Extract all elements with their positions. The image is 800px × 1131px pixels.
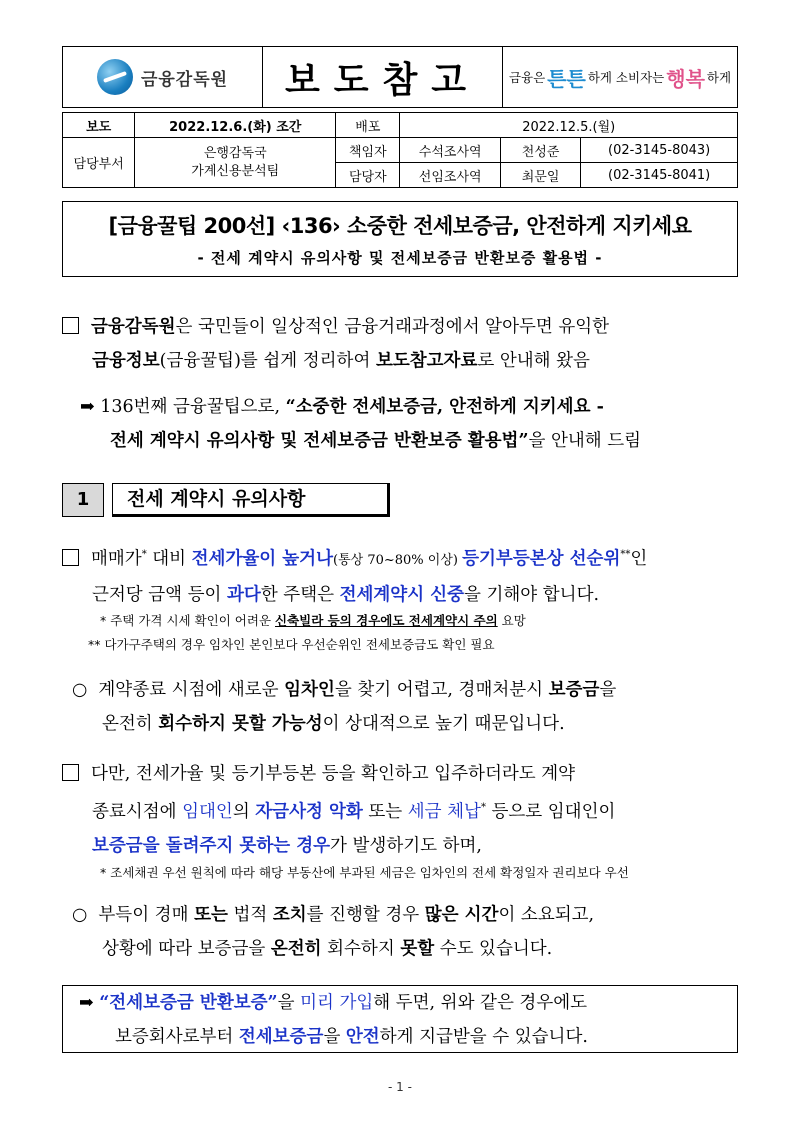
text: 의 xyxy=(232,801,256,822)
footnote-mark: ** xyxy=(620,549,631,560)
highlight-text: 안전 xyxy=(345,1027,380,1047)
summary-paragraph xyxy=(79,986,739,1054)
bold-text: 또는 xyxy=(194,905,228,925)
dept-value xyxy=(135,138,336,188)
embargo-label: 보도 xyxy=(63,113,135,138)
text: 을 찾기 어렵고, 경매처분시 xyxy=(334,680,549,700)
release-info-table xyxy=(62,112,738,188)
summary-box xyxy=(62,985,738,1053)
checkbox-bullet-icon xyxy=(62,317,79,334)
headline: [금융꿀팁 200선] ‹136› 소중한 전세보증금, 안전하게 지키세요 xyxy=(108,214,692,238)
section-title: 전세 계약시 유의사항 xyxy=(112,483,390,517)
text: 한 주택은 xyxy=(260,584,340,605)
bold-text: 회수하지 못할 가능성 xyxy=(158,714,323,734)
text: (통상 70~80% 이상) xyxy=(333,552,463,568)
footnote-1 xyxy=(100,610,750,632)
text: 을 xyxy=(323,1027,346,1047)
intro-text: (금융꿀팁)를 쉽게 정리하여 xyxy=(159,351,376,371)
bold-text: 보증금 xyxy=(548,680,600,700)
contact-phone: (02-3145-8043) xyxy=(581,138,738,163)
intro-bold: 금융감독원 xyxy=(91,317,176,337)
text: 이 소요되고, xyxy=(498,905,595,925)
footnote-2: ** 다가구주택의 경우 임차인 본인보다 우선순위인 전세보증금도 확인 필요 xyxy=(88,637,495,652)
slogan-mid: 하게 소비자는 xyxy=(587,70,665,85)
highlight-text: 과다 xyxy=(227,584,261,605)
dept-line2: 가계신용분석팀 xyxy=(191,163,280,179)
distribution-value: 2022.12.5.(월) xyxy=(400,113,738,138)
slogan-pre: 금융은 xyxy=(508,70,546,85)
highlight-text: 자금사정 악화 xyxy=(255,801,363,822)
intro-text: 은 국민들이 일상적인 금융거래과정에서 알아두면 유익한 xyxy=(175,317,610,337)
highlight-text: 세금 체납 xyxy=(407,801,481,822)
text: 근저당 금액 등이 xyxy=(92,584,228,605)
contact-phone: (02-3145-8041) xyxy=(581,163,738,188)
arrow-icon: ➡ xyxy=(79,993,100,1013)
arrow-text: 을 안내해 드림 xyxy=(528,431,642,451)
highlight-text: “전세보증금 반환보증” xyxy=(99,993,278,1013)
subheadline: - 전세 계약시 유의사항 및 전세보증금 반환보증 활용법 - xyxy=(197,249,603,267)
arrow-icon: ➡ xyxy=(80,397,101,417)
intro-text: 로 안내해 왔음 xyxy=(477,351,590,371)
title-cell xyxy=(263,47,503,107)
circle-bullet-icon: ○ xyxy=(72,905,99,925)
note-bold: 신축빌라 등의 경우에도 전세계약시 주의 xyxy=(275,613,498,628)
circle1-paragraph xyxy=(72,673,752,741)
page-number: - 1 - xyxy=(388,1080,412,1094)
text: 법적 xyxy=(227,905,273,925)
text: 등으로 임대인이 xyxy=(485,801,616,822)
section-number: 1 xyxy=(62,483,104,517)
block2-paragraph xyxy=(62,757,752,863)
highlight-text: 임대인 xyxy=(182,801,233,822)
text: 가 발생하기도 하며, xyxy=(330,835,482,856)
bold-text: 임차인 xyxy=(284,680,335,700)
text: 이 상대적으로 높기 때문입니다. xyxy=(322,714,565,734)
text: 대비 xyxy=(146,548,192,569)
dept-label: 담당부서 xyxy=(63,138,135,188)
contact-role: 책임자 xyxy=(336,138,400,163)
checkbox-bullet-icon xyxy=(62,549,79,566)
arrow-bold: “소중한 전세보증금, 안전하게 지키세요 - xyxy=(285,397,604,417)
slogan xyxy=(503,47,737,107)
text: 종료시점에 xyxy=(92,801,183,822)
text: 해 두면, 위와 같은 경우에도 xyxy=(373,993,588,1013)
footnote-3: * 조세채권 우선 원칙에 따라 해당 부동산에 부과된 세금은 임차인의 전세 확정일자 권리보다 우선 xyxy=(100,865,629,880)
text: 매매가 xyxy=(91,548,142,569)
arrow-bold: 전세 계약시 유의사항 및 전세보증금 반환보증 활용법” xyxy=(110,431,529,451)
contact-title: 수석조사역 xyxy=(400,138,500,163)
highlight-text: 전세계약시 신중 xyxy=(339,584,465,605)
text: 상황에 따라 보증금을 xyxy=(102,939,271,959)
text: 부득이 경매 xyxy=(98,905,195,925)
distribution-label: 배포 xyxy=(336,113,400,138)
text: 인 xyxy=(630,548,648,569)
press-header xyxy=(62,46,738,108)
embargo-value: 2022.12.6.(화) 조간 xyxy=(135,113,336,138)
press-title: 보도참고 xyxy=(284,59,481,101)
text: 을 xyxy=(277,993,301,1013)
logo-text: 금융감독원 xyxy=(140,69,229,90)
text: 보증회사로부터 xyxy=(115,1027,239,1047)
intro-arrow-paragraph xyxy=(80,390,750,458)
note-text: 요망 xyxy=(497,613,526,628)
text: 회수하지 xyxy=(321,939,401,959)
text: 하게 지급받을 수 있습니다. xyxy=(379,1027,588,1047)
text: 을 기해야 합니다. xyxy=(464,584,600,605)
intro-bold: 금융정보 xyxy=(92,351,160,371)
highlight-text: 전세가율이 높거나 xyxy=(191,548,333,569)
text: 수도 있습니다. xyxy=(434,939,553,959)
slogan-word1: 튼튼 xyxy=(547,66,586,91)
contact-name: 최문일 xyxy=(500,163,580,188)
footnote-mark: * xyxy=(480,802,486,813)
intro-paragraph xyxy=(62,310,752,378)
bold-text: 많은 시간 xyxy=(424,905,499,925)
text: 을 xyxy=(599,680,617,700)
highlight-text: 전세보증금 xyxy=(238,1027,324,1047)
text: 온전히 xyxy=(102,714,159,734)
circle2-paragraph xyxy=(72,898,752,966)
headline-box xyxy=(62,201,738,277)
block1-paragraph xyxy=(62,538,752,612)
highlight-text: 미리 가입 xyxy=(300,993,374,1013)
checkbox-bullet-icon xyxy=(62,764,79,781)
text: 계약종료 시점에 새로운 xyxy=(98,680,285,700)
arrow-text: 136번째 금융꿀팁으로, xyxy=(100,397,286,417)
highlight-text: 등기부등본상 선순위 xyxy=(462,548,621,569)
contact-title: 선임조사역 xyxy=(400,163,500,188)
text: 를 진행할 경우 xyxy=(306,905,425,925)
text: 또는 xyxy=(362,801,408,822)
contact-role: 담당자 xyxy=(336,163,400,188)
note-text: * 주택 가격 시세 확인이 어려운 xyxy=(100,613,275,628)
highlight-text: 보증금을 돌려주지 못하는 경우 xyxy=(92,835,331,856)
bold-text: 온전히 xyxy=(270,939,322,959)
circle-bullet-icon: ○ xyxy=(72,680,99,700)
fss-logo-icon xyxy=(97,59,133,95)
slogan-word2: 행복 xyxy=(666,66,705,91)
logo-cell xyxy=(63,47,263,107)
dept-line1: 은행감독국 xyxy=(203,145,267,161)
contact-name: 천성준 xyxy=(500,138,580,163)
text: 다만, 전세가율 및 등기부등본 등을 확인하고 입주하더라도 계약 xyxy=(91,764,576,784)
bold-text: 못할 xyxy=(400,939,435,959)
bold-text: 조치 xyxy=(272,905,307,925)
slogan-post: 하게 xyxy=(706,70,732,85)
intro-bold: 보도참고자료 xyxy=(375,351,478,371)
footnote-mark: * xyxy=(141,549,147,560)
